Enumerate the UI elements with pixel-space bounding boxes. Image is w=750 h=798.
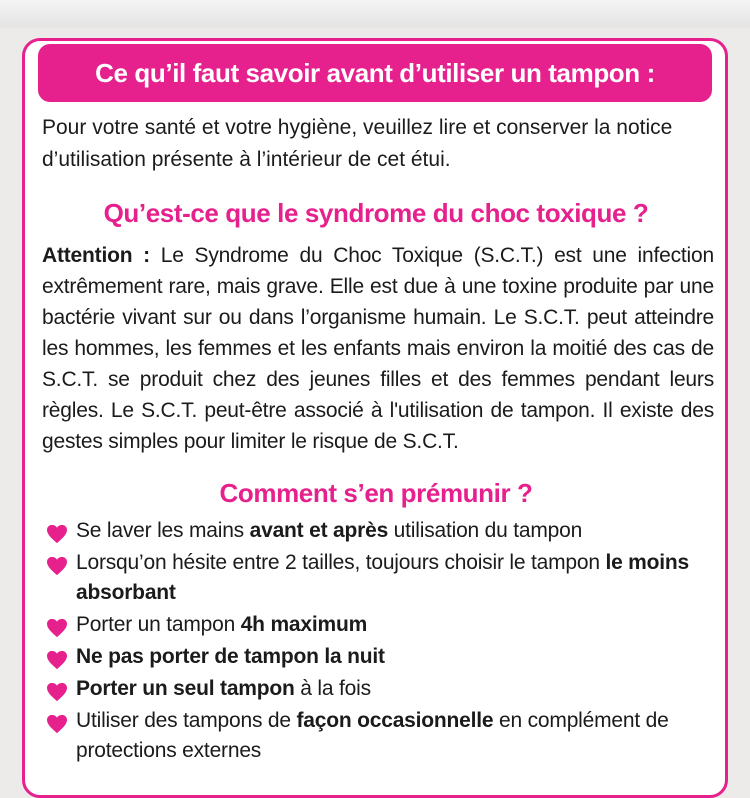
tip-emphasis: Porter un seul tampon: [76, 677, 295, 700]
heart-icon: [46, 556, 68, 576]
heart-icon: [46, 524, 68, 544]
header-title: Ce qu’il faut savoir avant d’utiliser un tampon :: [95, 57, 655, 88]
toxic-shock-text: Le Syndrome du Choc Toxique (S.C.T.) est une infection extrêmement rare, mais grave. Elle est due à une toxine produite par une bactérie vivant sur ou dans l’organisme humain. Le S.C.T. peut atteindre les hommes, les femmes et les enfants mais environ la moitié des cas de S.C.T. se produit chez des jeunes filles et des femmes pendant leurs règles. Le S.C.T. peut-être associé à l'utilisation de tampon. Il existe des gestes simples pour limiter le risque de S.C.T.: [42, 244, 714, 453]
box-top-edge: [0, 0, 750, 28]
tip-emphasis: 4h maximum: [240, 613, 368, 636]
heart-icon: [46, 650, 68, 670]
tip-text-end: en complément de protections externes: [76, 709, 669, 762]
list-item: [42, 706, 722, 766]
list-item: [42, 516, 722, 546]
prevention-list: [42, 516, 722, 768]
intro-text: Pour votre santé et votre hygiène, veuillez lire et conserver la notice d’utilisation présente à l’intérieur de cet étui.: [42, 116, 673, 171]
prevention-heading: Comment s’en prémunir ?: [219, 478, 533, 508]
tip-text: Porter un tampon: [76, 613, 241, 636]
tip-text: Se laver les mains: [76, 519, 250, 542]
toxic-shock-paragraph: [42, 240, 714, 457]
attention-label: Attention :: [42, 244, 150, 267]
tip-emphasis: Ne pas porter de tampon la nuit: [76, 645, 385, 668]
heart-icon: [46, 682, 68, 702]
tip-emphasis: façon occasionnelle: [296, 709, 494, 732]
list-item: [42, 548, 722, 608]
tip-text-end: à la fois: [294, 677, 371, 700]
tip-text: Utiliser des tampons de: [76, 709, 297, 732]
list-item: [42, 674, 722, 704]
list-item: [42, 610, 722, 640]
heart-icon: [46, 618, 68, 638]
tip-emphasis: le moins absorbant: [76, 551, 690, 604]
toxic-shock-heading: Qu’est-ce que le syndrome du choc toxique ?: [103, 198, 649, 228]
header-banner: [38, 44, 712, 102]
tip-text: Lorsqu’on hésite entre 2 tailles, toujours choisir le tampon: [76, 551, 606, 574]
heart-icon: [46, 714, 68, 734]
tip-emphasis: avant et après: [249, 519, 389, 542]
tip-text-end: utilisation du tampon: [388, 519, 583, 542]
list-item: [42, 642, 722, 672]
